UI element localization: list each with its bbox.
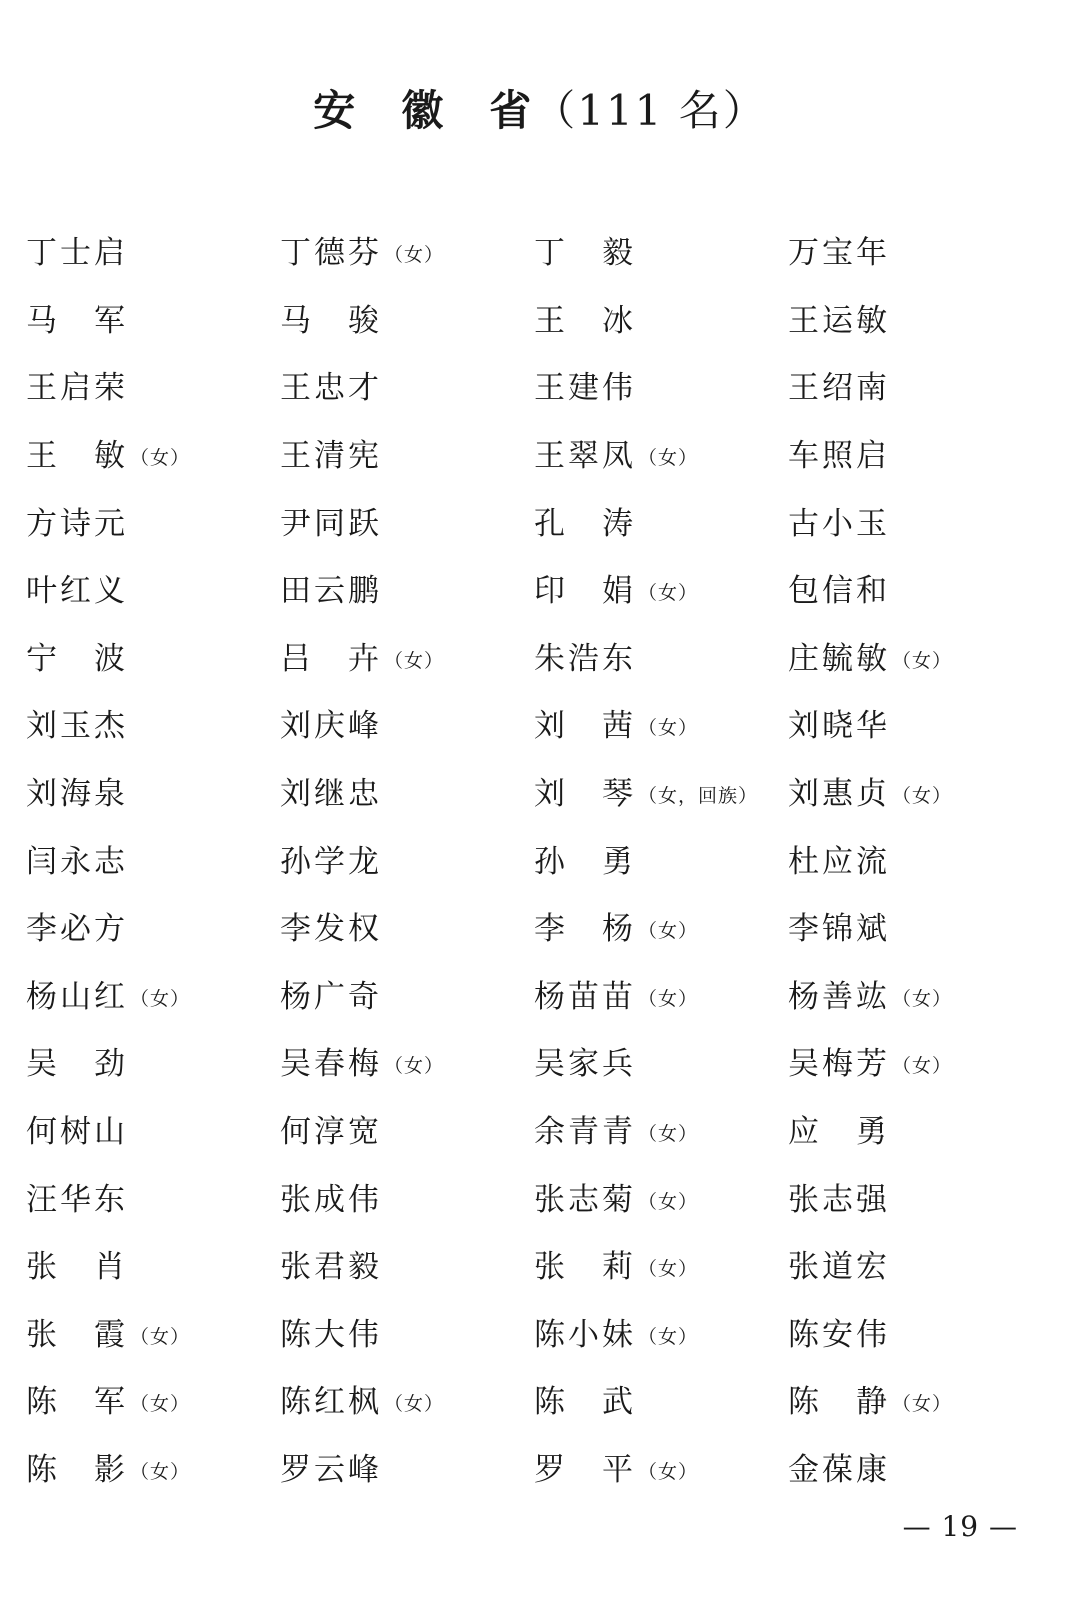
gender-ethnicity-note: （女）: [384, 1393, 445, 1416]
person-name: 朱浩东: [534, 640, 636, 677]
person-name: 丁士启: [26, 235, 128, 272]
person-name: 王建伟: [534, 370, 636, 407]
gender-ethnicity-note: （女）: [384, 649, 445, 672]
person-name: 李 杨: [534, 911, 636, 948]
person-name: 丁 毅: [534, 235, 636, 272]
person-name: 包信和: [788, 573, 890, 610]
name-entry: [534, 824, 788, 892]
person-name: 古小玉: [788, 505, 890, 542]
person-name: 陈 影: [26, 1451, 128, 1488]
name-entry: [280, 1027, 534, 1095]
name-entry: [788, 824, 1042, 892]
person-name: 杨广奇: [280, 978, 382, 1015]
name-entry: [534, 486, 788, 554]
gender-ethnicity-note: （女）: [892, 987, 953, 1010]
person-name: 王启荣: [26, 370, 128, 407]
person-name: 丁德芬: [280, 235, 382, 272]
name-entry: [26, 1433, 280, 1501]
person-name: 陈安伟: [788, 1316, 890, 1353]
name-entry: [788, 757, 1042, 825]
name-entry: [534, 1162, 788, 1230]
person-name: 杨山红: [26, 978, 128, 1015]
person-name: 宁 波: [26, 640, 128, 677]
gender-ethnicity-note: （女）: [130, 447, 191, 470]
gender-ethnicity-note: （女）: [130, 1460, 191, 1483]
name-entry: [534, 892, 788, 960]
person-name: 闫永志: [26, 843, 128, 880]
person-name: 马 骏: [280, 302, 382, 339]
person-name: 张志强: [788, 1181, 890, 1218]
gender-ethnicity-note: （女）: [638, 920, 699, 943]
person-name: 杨苗苗: [534, 978, 636, 1015]
gender-ethnicity-note: （女）: [638, 1258, 699, 1281]
person-name: 王 敏: [26, 438, 128, 475]
name-entry: [788, 689, 1042, 757]
person-name: 张君毅: [280, 1249, 382, 1286]
name-entry: [534, 622, 788, 690]
name-entry: [26, 216, 280, 284]
gender-ethnicity-note: （女）: [638, 1325, 699, 1348]
page-title: [0, 78, 1080, 138]
gender-ethnicity-note: （女）: [638, 717, 699, 740]
name-entry: [26, 757, 280, 825]
name-entry: [534, 1365, 788, 1433]
name-entry: [26, 824, 280, 892]
person-name: 尹同跃: [280, 505, 382, 542]
gender-ethnicity-note: （女）: [130, 987, 191, 1010]
name-entry: [788, 1162, 1042, 1230]
name-entry: [26, 554, 280, 622]
person-name: 刘惠贞: [788, 776, 890, 813]
name-entry: [26, 960, 280, 1028]
person-name: 张 肖: [26, 1249, 128, 1286]
person-name: 陈 静: [788, 1384, 890, 1421]
name-entry: [788, 1230, 1042, 1298]
gender-ethnicity-note: （女）: [892, 1055, 953, 1078]
name-entry: [788, 960, 1042, 1028]
name-entry: [788, 1027, 1042, 1095]
person-name: 杨善竑: [788, 978, 890, 1015]
name-entry: [280, 689, 534, 757]
name-entry: [534, 1095, 788, 1163]
person-name: 吴家兵: [534, 1046, 636, 1083]
name-entry: [26, 689, 280, 757]
person-name: 方诗元: [26, 505, 128, 542]
name-entry: [788, 554, 1042, 622]
person-name: 罗 平: [534, 1451, 636, 1488]
name-entry: [534, 1230, 788, 1298]
name-entry: [280, 351, 534, 419]
name-entry: [534, 1027, 788, 1095]
name-entry: [280, 892, 534, 960]
person-name: 王 冰: [534, 302, 636, 339]
gender-ethnicity-note: （女）: [638, 1123, 699, 1146]
person-name: 王绍南: [788, 370, 890, 407]
name-entry: [280, 1433, 534, 1501]
gender-ethnicity-note: （女）: [892, 785, 953, 808]
name-entry: [26, 1095, 280, 1163]
name-entry: [534, 554, 788, 622]
name-entry: [534, 960, 788, 1028]
name-entry: [534, 1298, 788, 1366]
name-entry: [280, 554, 534, 622]
person-name: 陈 军: [26, 1384, 128, 1421]
person-name: 李必方: [26, 911, 128, 948]
person-name: 孙 勇: [534, 843, 636, 880]
person-name: 万宝年: [788, 235, 890, 272]
person-name: 余青青: [534, 1114, 636, 1151]
name-entry: [788, 1298, 1042, 1366]
name-entry: [788, 419, 1042, 487]
name-entry: [788, 284, 1042, 352]
person-name: 张成伟: [280, 1181, 382, 1218]
person-name: 王忠才: [280, 370, 382, 407]
person-name: 刘晓华: [788, 708, 890, 745]
name-entry: [26, 419, 280, 487]
person-name: 何淳宽: [280, 1114, 382, 1151]
person-name: 庄毓敏: [788, 640, 890, 677]
person-name: 杜应流: [788, 843, 890, 880]
name-entry: [26, 1230, 280, 1298]
gender-ethnicity-note: （女）: [638, 582, 699, 605]
name-entry: [534, 351, 788, 419]
name-entry: [788, 892, 1042, 960]
person-name: 吴 劲: [26, 1046, 128, 1083]
person-name: 孙学龙: [280, 843, 382, 880]
person-name: 刘玉杰: [26, 708, 128, 745]
name-entry: [26, 622, 280, 690]
gender-ethnicity-note: （女）: [384, 244, 445, 267]
name-entry: [26, 1162, 280, 1230]
gender-ethnicity-note: （女）: [384, 1055, 445, 1078]
name-entry: [280, 1230, 534, 1298]
page-number: — 19 —: [902, 1510, 1018, 1543]
person-name: 叶红义: [26, 573, 128, 610]
person-name: 张 莉: [534, 1249, 636, 1286]
name-entry: [534, 216, 788, 284]
gender-ethnicity-note: （女）: [130, 1325, 191, 1348]
person-name: 刘 茜: [534, 708, 636, 745]
person-name: 汪华东: [26, 1181, 128, 1218]
name-entry: [788, 216, 1042, 284]
name-entry: [26, 1365, 280, 1433]
name-entry: [534, 419, 788, 487]
person-name: 吴梅芳: [788, 1046, 890, 1083]
person-name: 刘继忠: [280, 776, 382, 813]
gender-ethnicity-note: （女）: [130, 1393, 191, 1416]
person-name: 吕 卉: [280, 640, 382, 677]
member-count: （111 名）: [533, 86, 767, 135]
person-name: 车照启: [788, 438, 890, 475]
person-name: 李发权: [280, 911, 382, 948]
name-list: [26, 216, 1056, 1500]
person-name: 印 娟: [534, 573, 636, 610]
name-entry: [280, 419, 534, 487]
person-name: 陈 武: [534, 1384, 636, 1421]
person-name: 金葆康: [788, 1451, 890, 1488]
name-entry: [280, 622, 534, 690]
name-entry: [280, 757, 534, 825]
name-entry: [280, 1162, 534, 1230]
person-name: 罗云峰: [280, 1451, 382, 1488]
person-name: 刘 琴: [534, 776, 636, 813]
name-entry: [534, 689, 788, 757]
person-name: 王运敏: [788, 302, 890, 339]
name-entry: [280, 284, 534, 352]
name-entry: [788, 351, 1042, 419]
name-entry: [280, 824, 534, 892]
name-entry: [280, 486, 534, 554]
name-entry: [26, 486, 280, 554]
person-name: 吴春梅: [280, 1046, 382, 1083]
name-entry: [280, 1298, 534, 1366]
person-name: 刘庆峰: [280, 708, 382, 745]
name-entry: [788, 486, 1042, 554]
name-entry: [788, 622, 1042, 690]
person-name: 应 勇: [788, 1114, 890, 1151]
name-entry: [534, 757, 788, 825]
person-name: 张道宏: [788, 1249, 890, 1286]
person-name: 何树山: [26, 1114, 128, 1151]
person-name: 张 霞: [26, 1316, 128, 1353]
name-entry: [280, 1365, 534, 1433]
person-name: 李锦斌: [788, 911, 890, 948]
name-entry: [26, 892, 280, 960]
gender-ethnicity-note: （女）: [638, 1190, 699, 1213]
person-name: 陈红枫: [280, 1384, 382, 1421]
name-entry: [280, 960, 534, 1028]
person-name: 田云鹏: [280, 573, 382, 610]
person-name: 陈小妹: [534, 1316, 636, 1353]
province-name: 安 徽 省: [313, 86, 534, 135]
name-entry: [788, 1365, 1042, 1433]
gender-ethnicity-note: （女）: [638, 987, 699, 1010]
name-entry: [280, 1095, 534, 1163]
person-name: 陈大伟: [280, 1316, 382, 1353]
name-entry: [280, 216, 534, 284]
gender-ethnicity-note: （女）: [638, 1460, 699, 1483]
name-entry: [534, 284, 788, 352]
person-name: 王翠凤: [534, 438, 636, 475]
gender-ethnicity-note: （女）: [892, 649, 953, 672]
person-name: 孔 涛: [534, 505, 636, 542]
person-name: 张志菊: [534, 1181, 636, 1218]
name-entry: [26, 1298, 280, 1366]
name-entry: [788, 1433, 1042, 1501]
gender-ethnicity-note: （女，回族）: [638, 785, 759, 808]
name-entry: [788, 1095, 1042, 1163]
name-entry: [26, 284, 280, 352]
name-entry: [26, 351, 280, 419]
name-entry: [534, 1433, 788, 1501]
person-name: 刘海泉: [26, 776, 128, 813]
person-name: 王清宪: [280, 438, 382, 475]
name-entry: [26, 1027, 280, 1095]
gender-ethnicity-note: （女）: [638, 447, 699, 470]
gender-ethnicity-note: （女）: [892, 1393, 953, 1416]
person-name: 马 军: [26, 302, 128, 339]
